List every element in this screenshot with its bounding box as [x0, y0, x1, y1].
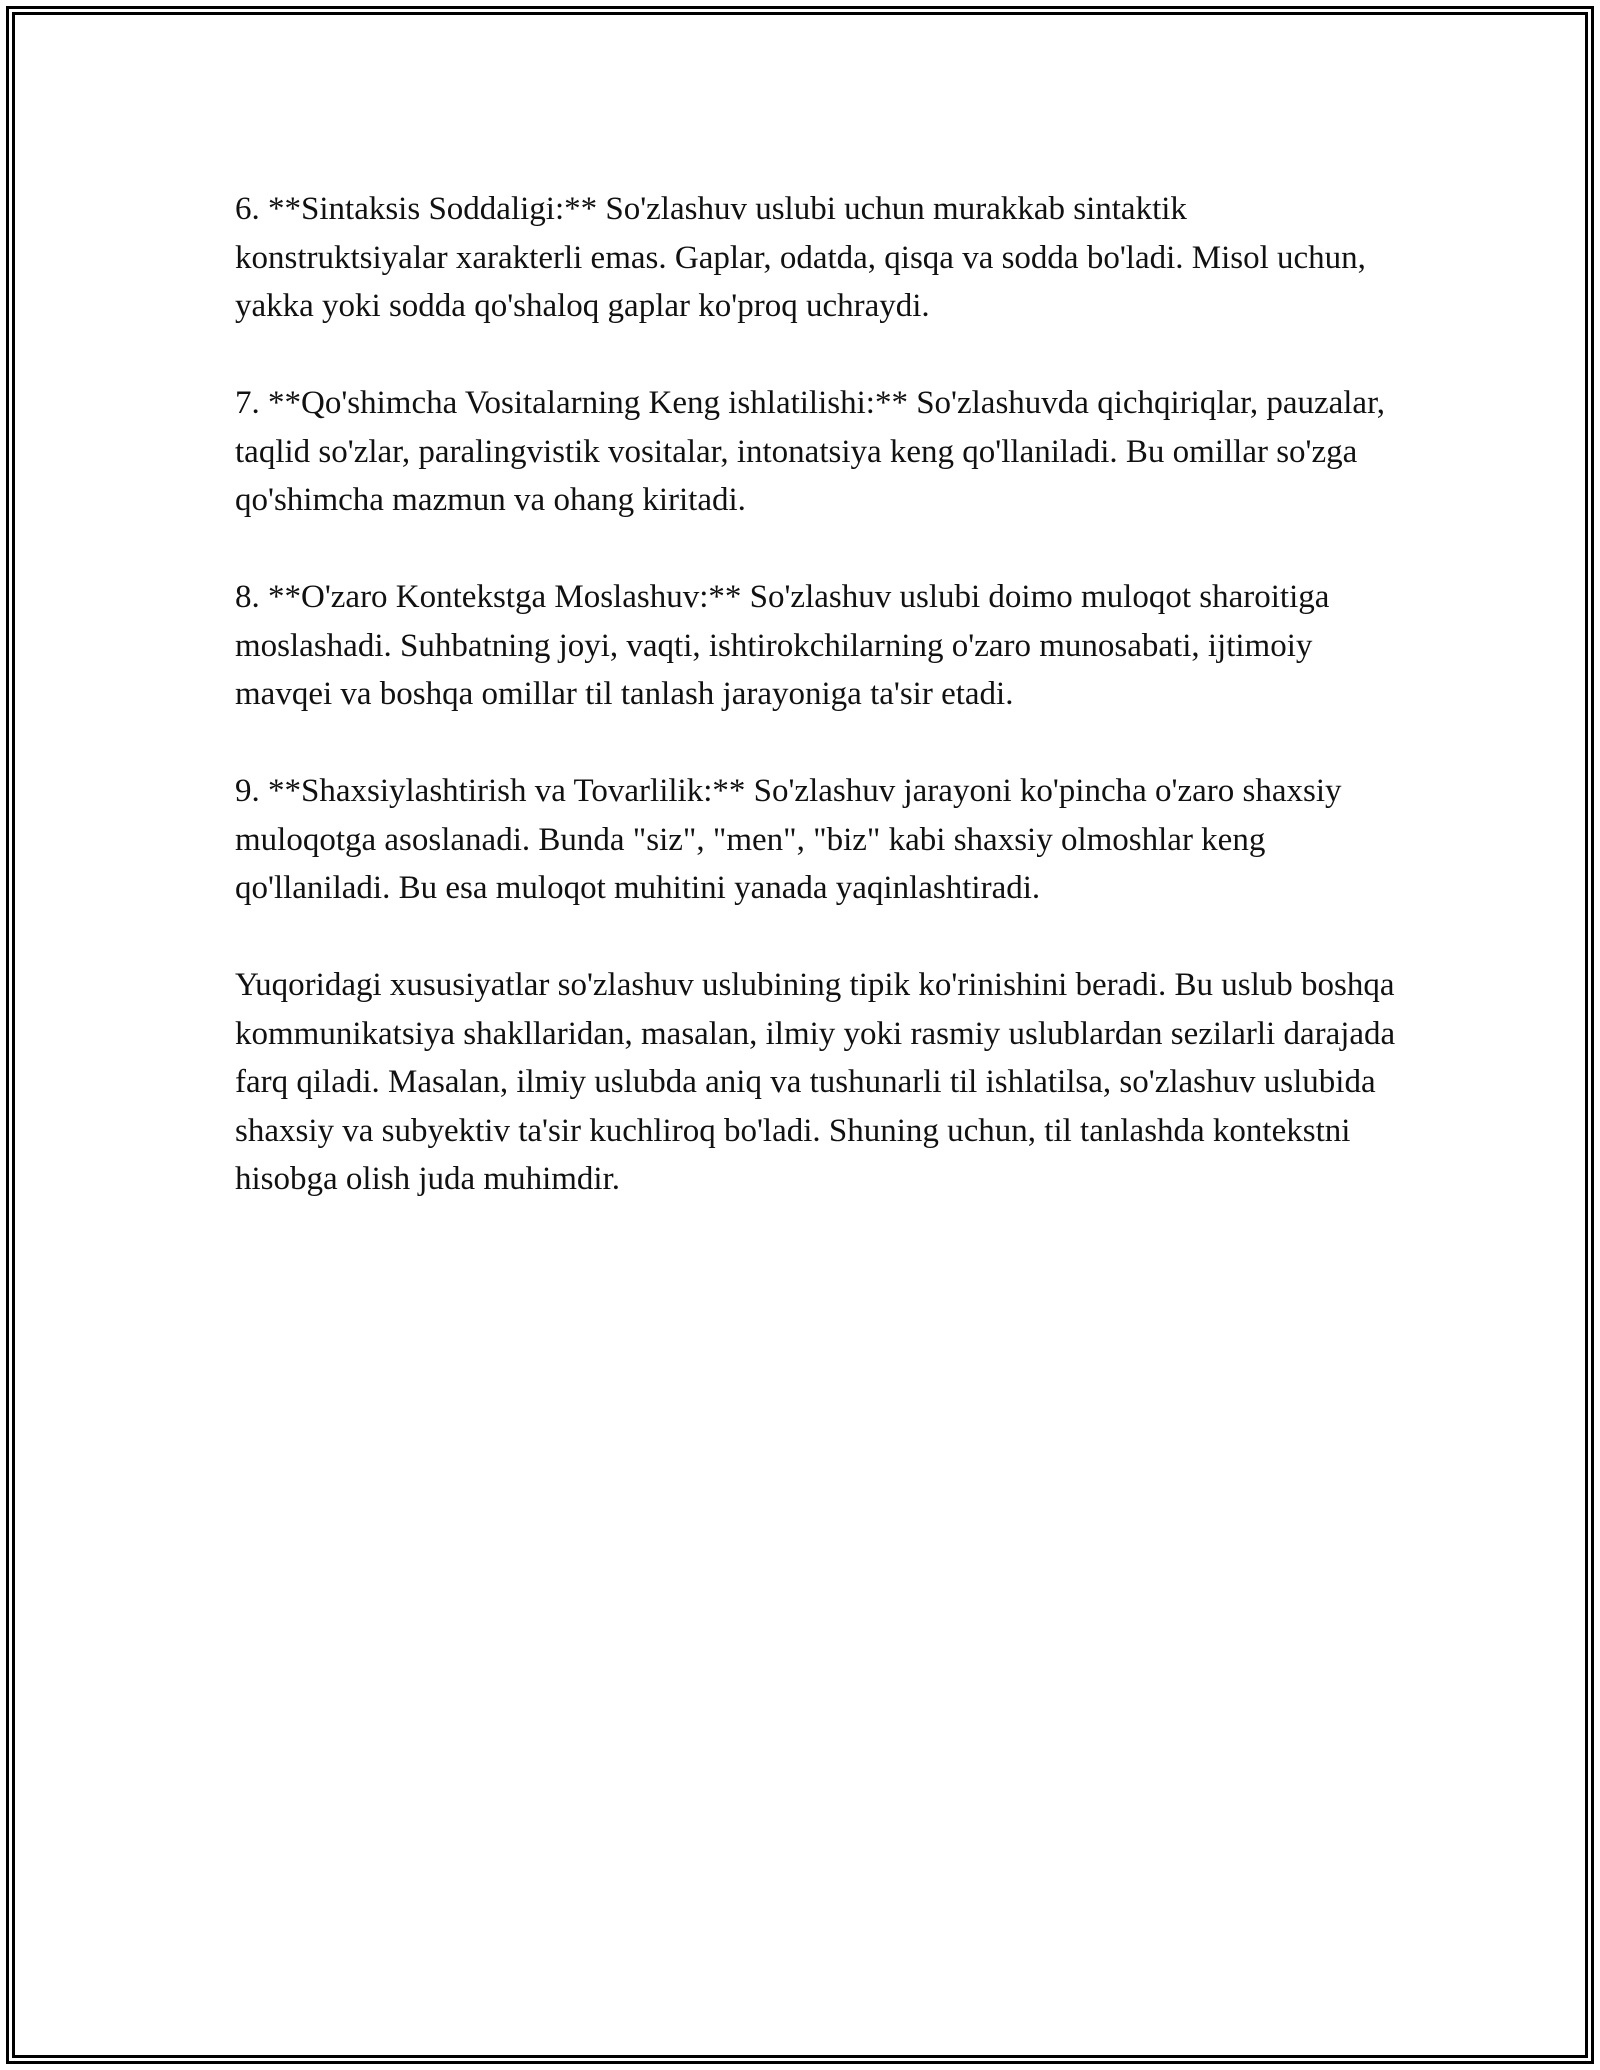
paragraph-qoshimcha-vositalar: 7. **Qo'shimcha Vositalarning Keng ishlatilishi:** So'zlashuvda qichqiriqlar, pauzalar, taqlid so'zlar, paralingvistik vositalar, intonatsiya keng qo'llaniladi. Bu omillar so'zga qo'shimcha mazmun va ohang kiritadi.	[235, 385, 1385, 518]
paragraph-sintaksis-soddaligi: 6. **Sintaksis Soddaligi:** So'zlashuv uslubi uchun murakkab sintaktik konstruktsiyalar xarakterli emas. Gaplar, odatda, qisqa va sodda bo'ladi. Misol uchun, yakka yoki sodda qo'shaloq gaplar ko'proq uchraydi.	[235, 191, 1366, 324]
paragraph-ozaro-kontekst: 8. **O'zaro Kontekstga Moslashuv:** So'zlashuv uslubi doimo muloqot sharoitiga moslashadi. Suhbatning joyi, vaqti, ishtirokchilarning o'zaro munosabati, ijtimoiy mavqei va boshqa omillar til tanlash jarayoniga ta'sir etadi.	[235, 579, 1330, 712]
paragraph-conclusion: Yuqoridagi xususiyatlar so'zlashuv uslubining tipik ko'rinishini beradi. Bu uslub boshqa kommunikatsiya shakllaridan, masalan, ilmiy yoki rasmiy uslublardan sezilarli darajada farq qiladi. Masalan, ilmiy uslubda aniq va tushunarli til ishlatilsa, so'zlashuv uslubida shaxsiy va subyektiv ta'sir kuchliroq bo'ladi. Shuning uchun, til tanlashda kontekstni hisobga olish juda muhimdir.	[235, 967, 1396, 1197]
document-body	[235, 185, 1405, 1252]
paragraph-shaxsiylashtirish: 9. **Shaxsiylashtirish va Tovarlilik:** So'zlashuv jarayoni ko'pincha o'zaro shaxsiy muloqotga asoslanadi. Bunda "siz", "men", "biz" kabi shaxsiy olmoshlar keng qo'llaniladi. Bu esa muloqot muhitini yanada yaqinlashtiradi.	[235, 773, 1342, 906]
